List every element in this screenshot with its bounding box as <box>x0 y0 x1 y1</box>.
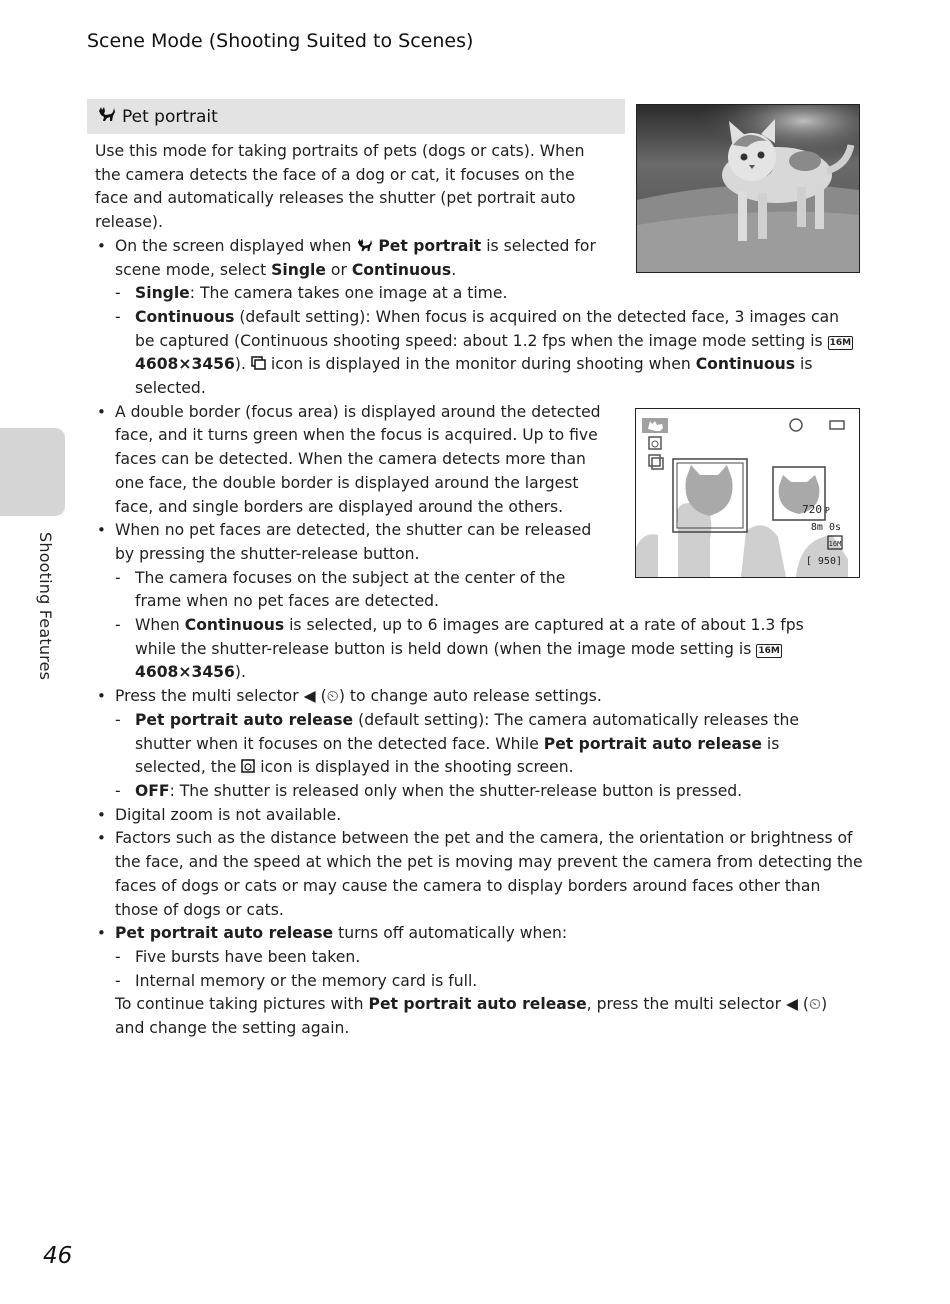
movie-size-suffix: P <box>825 506 830 515</box>
movie-size-indicator: 720 <box>802 503 822 516</box>
dash-item: - The camera focuses on the subject at the center of the frame when no pet faces are detected. <box>95 567 595 614</box>
dash-item: - Single: The camera takes one image at a time. <box>95 282 855 306</box>
bullet-item: • Press the multi selector ◀ (⏲) to change auto release settings. <box>95 685 855 709</box>
image-size-icon: 16M <box>829 337 852 348</box>
dash-item: - Five bursts have been taken. <box>95 946 835 970</box>
chapter-tab <box>0 428 65 516</box>
section-title: Pet portrait <box>122 106 218 127</box>
continuous-icon <box>251 355 271 373</box>
dash-item: - When Continuous is selected, up to 6 images are captured at a rate of about 1.3 fps while the shutter-release button is held down (when the image mode setting is 16M 4608×3456). <box>95 614 825 685</box>
bullet-item: • Factors such as the distance between the pet and the camera, the orientation or brightness of the face, and the speed at which the pet is moving may prevent the camera from detecting the faces of dogs or cats or may cause the camera to display borders around faces other than those of dogs or cats. <box>95 827 863 922</box>
bullet-item: • When no pet faces are detected, the shutter can be released by pressing the shutter-release button. <box>95 519 615 566</box>
bullet-item: • Pet portrait auto release turns off automatically when: <box>95 922 855 946</box>
intro-paragraph: Use this mode for taking portraits of pets (dogs or cats). When the camera detects the face of a dog or cat, it focuses on the face and automatically releases the shutter (pet portrait auto release). <box>95 142 585 232</box>
left-arrow-icon: ◀ <box>785 995 798 1014</box>
self-timer-icon: (⏲) <box>320 687 345 706</box>
body-text <box>95 140 863 1041</box>
dash-item: - OFF: The shutter is released only when the shutter-release button is pressed. <box>95 780 855 804</box>
running-header: Scene Mode (Shooting Suited to Scenes) <box>87 30 474 52</box>
pet-portrait-icon <box>97 106 116 127</box>
dash-item: - Internal memory or the memory card is full. <box>95 970 835 994</box>
continuation-paragraph: To continue taking pictures with Pet portrait auto release, press the multi selector ◀ (⏲) and change the setting again. <box>115 995 828 1038</box>
movie-duration: 8m 0s <box>810 522 841 533</box>
bullet-item: • On the screen displayed when Pet portrait is selected for scene mode, select Single or Continuous. <box>95 235 630 282</box>
image-size-icon: 16M <box>758 645 780 656</box>
dash-item: - Pet portrait auto release (default setting): The camera automatically releases the shutter when it focuses on the detected face. While Pet portrait auto release is selected, the icon is displayed in the shooting screen. <box>95 709 825 780</box>
bullet-item: • Digital zoom is not available. <box>95 804 855 828</box>
image-size-indicator: 16M <box>828 540 842 548</box>
page-number: 46 <box>43 1243 73 1269</box>
bullet-item: • A double border (focus area) is displayed around the detected face, and it turns green when the focus is acquired. Up to five faces can be detected. When the camera detects more than one face, the double border is displayed around the largest face, and single borders are displayed around the others. <box>95 401 615 520</box>
pet-portrait-icon <box>356 237 378 255</box>
dash-item: - Continuous (default setting): When focus is acquired on the detected face, 3 images can be captured (Continuous shooting speed: about 1.2 fps when the image mode setting is 16M 4608×3456). icon is displayed in the monitor during shooting when Continuous is selected. <box>95 306 855 401</box>
left-arrow-icon: ◀ <box>303 687 316 706</box>
section-header <box>87 99 625 134</box>
pet-auto-release-icon <box>241 758 260 776</box>
chapter-label: Shooting Features <box>36 532 55 681</box>
remaining-exposures: [ 950] <box>805 556 842 567</box>
